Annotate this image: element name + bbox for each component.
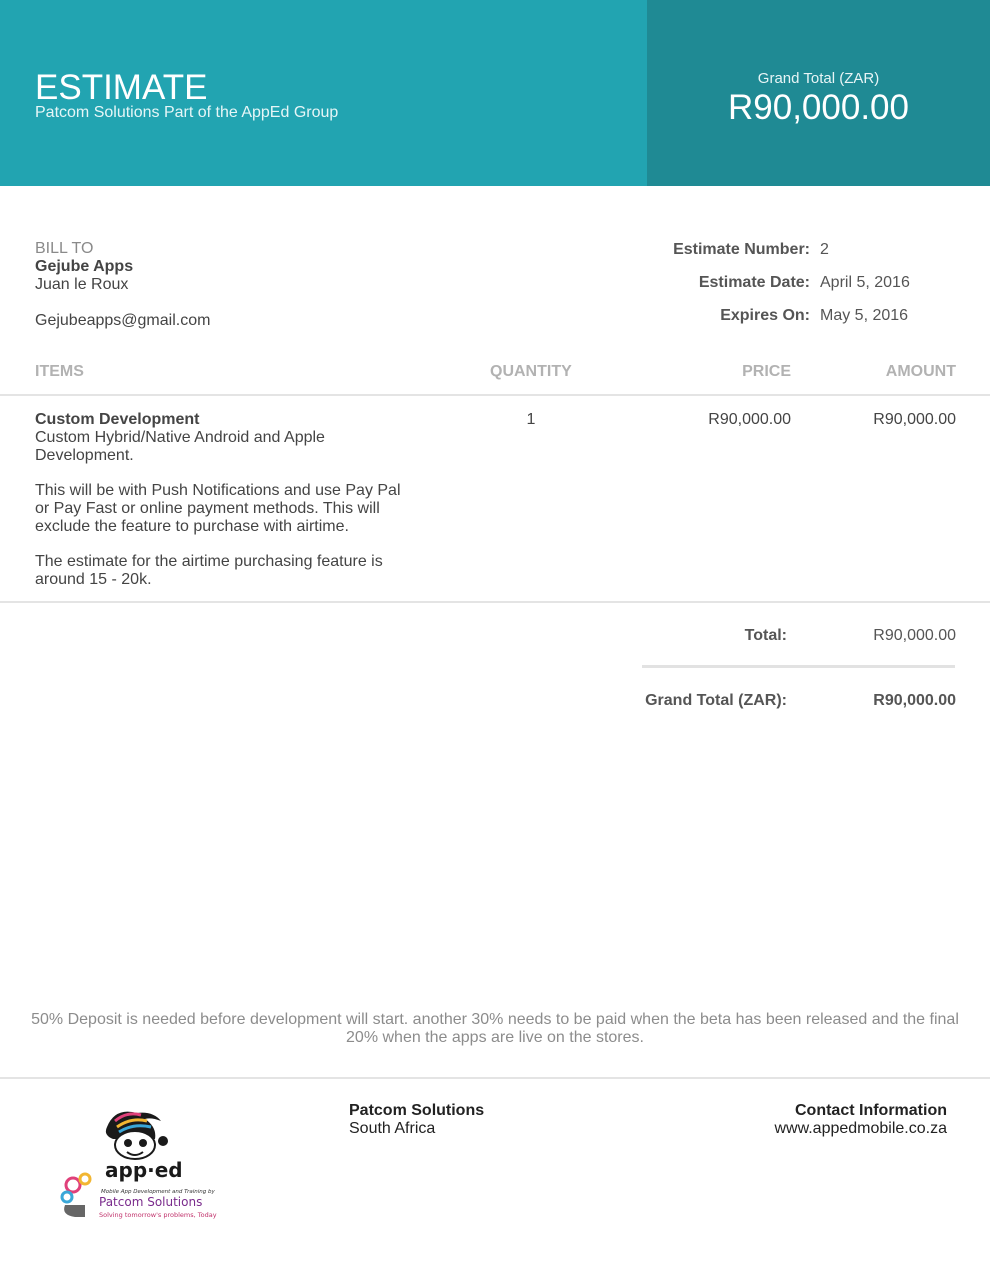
apped-logo [55,1105,220,1225]
item-description-paragraph: This will be with Push Notifications and use Pay Pal or Pay Fast or online payment methods. This will exclude the feature to purchase with airtime. [35,482,401,535]
estimate-meta [600,233,960,332]
meta-row-date [600,266,960,299]
document-subtitle: Patcom Solutions Part of the AppEd Group [35,104,339,121]
item-quantity: 1 [526,411,536,428]
item-amount: R90,000.00 [873,411,956,428]
expires-on: May 5, 2016 [820,306,909,324]
grand-total-row-value: R90,000.00 [873,692,956,709]
footer-company-name: Patcom Solutions [349,1102,485,1119]
payment-terms-note: 50% Deposit is needed before development will start. another 30% needs to be paid when the beta has been released and the final 20% when the apps are live on the stores. [31,1011,959,1046]
item-description-paragraph: The estimate for the airtime purchasing feature is around 15 - 20k. [35,553,383,588]
footer-divider [0,1077,990,1079]
grand-total-row-label: Grand Total (ZAR): [645,692,787,709]
document-title: ESTIMATE [35,68,208,107]
totals-divider [642,665,955,668]
footer-contact-heading: Contact Information [795,1102,947,1119]
footer-website-link[interactable]: www.appedmobile.co.za [774,1120,947,1137]
grand-total-value: R90,000.00 [728,88,909,127]
estimate-number: 2 [820,240,829,258]
apped-logo-graphic [55,1105,220,1225]
total-label: Total: [744,627,787,644]
footer-country: South Africa [349,1120,436,1137]
table-bottom-divider [0,601,990,603]
grand-total-label: Grand Total (ZAR) [757,70,880,87]
meta-key: Estimate Date: [698,273,810,291]
item-description-paragraph: Custom Hybrid/Native Android and Apple Development. [35,429,325,464]
column-header-items: ITEMS [35,363,84,380]
column-header-amount: AMOUNT [885,363,956,380]
bill-to-contact: Juan le Roux [35,276,129,293]
item-description [35,429,415,606]
bill-to-label: BILL TO [35,240,94,257]
grand-total-panel [647,0,990,186]
logo-company: Patcom Solutions [99,1195,203,1209]
meta-key: Estimate Number: [673,240,810,258]
header-banner [0,0,647,186]
logo-slogan: Solving tomorrow's problems, Today [99,1211,217,1219]
column-header-price: PRICE [742,363,791,380]
bill-to-company: Gejube Apps [35,258,134,275]
footer-contact-block [774,1102,947,1138]
meta-row-expires [600,299,960,332]
item-name: Custom Development [35,411,200,428]
meta-key: Expires On: [720,306,810,324]
estimate-date: April 5, 2016 [820,273,910,291]
bill-to-block [35,240,210,330]
logo-tagline: Mobile App Development and Training by [101,1189,215,1195]
total-value: R90,000.00 [873,627,956,644]
meta-row-number [600,233,960,266]
item-price: R90,000.00 [708,411,791,428]
table-header-divider [0,394,990,396]
footer-company-block [349,1102,484,1138]
column-header-quantity: QUANTITY [490,363,572,380]
bill-to-email[interactable]: Gejubeapps@gmail.com [35,312,211,329]
apped-logo-text: app·ed [105,1158,183,1182]
